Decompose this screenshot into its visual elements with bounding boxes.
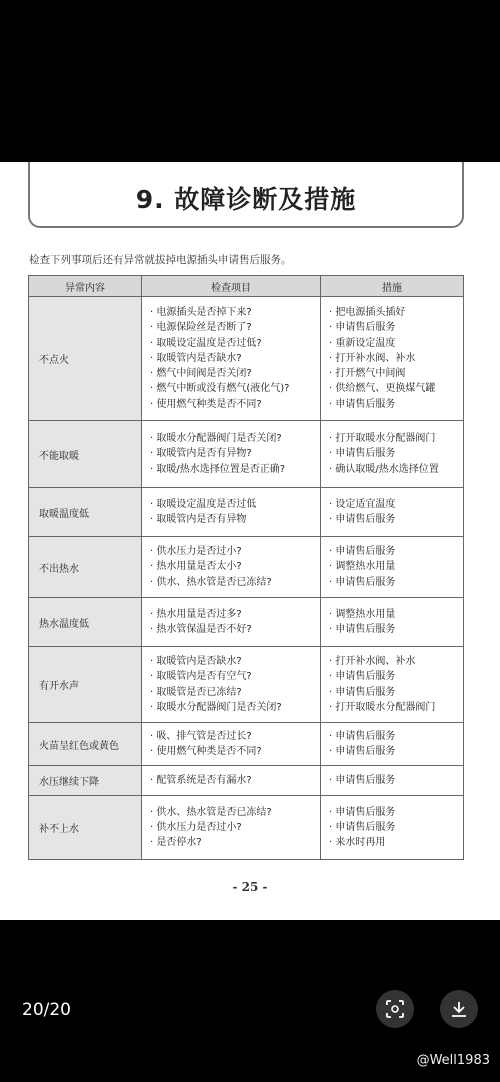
check-item: · 供水压力是否过小? xyxy=(150,820,314,835)
check-item: · 取暖水分配器阀门是否关闭? xyxy=(150,700,314,715)
measure-cell xyxy=(321,647,464,723)
check-cell xyxy=(142,421,321,488)
check-item: · 使用燃气种类是否不同? xyxy=(150,397,314,412)
abnormal-cell: 不出热水 xyxy=(29,537,142,598)
check-item: · 燃气中间阀是否关闭? xyxy=(150,366,314,381)
table-row xyxy=(29,488,464,537)
table-header-row xyxy=(29,276,464,297)
measure-cell xyxy=(321,598,464,647)
check-item: · 热水管保温是否不好? xyxy=(150,622,314,637)
diagnosis-table xyxy=(28,275,464,860)
scan-button[interactable] xyxy=(376,990,414,1028)
manual-page xyxy=(0,162,500,920)
measure-item: · 申请售后服务 xyxy=(329,544,457,559)
measure-item: · 申请售后服务 xyxy=(329,320,457,335)
measure-item: · 申请售后服务 xyxy=(329,685,457,700)
image-counter: 20/20 xyxy=(22,1000,71,1020)
check-cell xyxy=(142,488,321,537)
abnormal-cell: 不能取暖 xyxy=(29,421,142,488)
check-item: · 热水用量是否过多? xyxy=(150,607,314,622)
measure-item: · 申请售后服务 xyxy=(329,744,457,759)
measure-item: · 供给燃气、更换煤气罐 xyxy=(329,381,457,396)
measure-item: · 打开取暖水分配器阀门 xyxy=(329,700,457,715)
abnormal-cell: 不点火 xyxy=(29,297,142,421)
download-button[interactable] xyxy=(440,990,478,1028)
check-item: · 供水、热水管是否已冻结? xyxy=(150,805,314,820)
table-row xyxy=(29,537,464,598)
check-item: · 取暖管内是否缺水? xyxy=(150,654,314,669)
check-item: · 配管系统是否有漏水? xyxy=(150,773,314,788)
check-item: · 供水压力是否过小? xyxy=(150,544,314,559)
measure-item: · 申请售后服务 xyxy=(329,622,457,637)
check-item: · 电源保险丝是否断了? xyxy=(150,320,314,335)
download-icon xyxy=(449,999,469,1019)
check-cell xyxy=(142,598,321,647)
page-title: 9. 故障诊断及措施 xyxy=(135,185,357,214)
check-cell xyxy=(142,766,321,796)
abnormal-cell: 取暖温度低 xyxy=(29,488,142,537)
measure-item: · 申请售后服务 xyxy=(329,397,457,412)
table-row xyxy=(29,421,464,488)
measure-item: · 申请售后服务 xyxy=(329,729,457,744)
abnormal-cell: 水压继续下降 xyxy=(29,766,142,796)
measure-item: · 来水时再用 xyxy=(329,835,457,850)
measure-item: · 把电源插头插好 xyxy=(329,305,457,320)
table-row xyxy=(29,766,464,796)
measure-cell xyxy=(321,488,464,537)
abnormal-cell: 热水温度低 xyxy=(29,598,142,647)
table-row xyxy=(29,723,464,766)
check-item: · 电源插头是否掉下来? xyxy=(150,305,314,320)
measure-item: · 打开燃气中间阀 xyxy=(329,366,457,381)
table-row xyxy=(29,796,464,860)
check-item: · 取暖/热水选择位置是否正确? xyxy=(150,462,314,477)
measure-item: · 申请售后服务 xyxy=(329,669,457,684)
measure-item: · 申请售后服务 xyxy=(329,446,457,461)
table-row xyxy=(29,598,464,647)
check-item: · 取暖设定温度是否过低? xyxy=(150,336,314,351)
check-cell xyxy=(142,796,321,860)
measure-item: · 打开补水阀、补水 xyxy=(329,351,457,366)
check-item: · 取暖管内是否有异物? xyxy=(150,446,314,461)
watermark: @Well1983 xyxy=(416,1053,490,1068)
header-abnormal: 异常内容 xyxy=(29,276,142,297)
check-item: · 热水用量是否太小? xyxy=(150,559,314,574)
measure-item: · 重新设定温度 xyxy=(329,336,457,351)
measure-item: · 申请售后服务 xyxy=(329,820,457,835)
measure-item: · 确认取暖/热水选择位置 xyxy=(329,462,457,477)
check-item: · 取暖水分配器阀门是否关闭? xyxy=(150,431,314,446)
check-item: · 燃气中断或没有燃气(液化气)? xyxy=(150,381,314,396)
check-item: · 取暖管内是否有异物 xyxy=(150,512,314,527)
header-check: 检查项目 xyxy=(142,276,321,297)
measure-item: · 设定适宜温度 xyxy=(329,497,457,512)
measure-item: · 申请售后服务 xyxy=(329,512,457,527)
measure-item: · 调整热水用量 xyxy=(329,607,457,622)
abnormal-cell: 有开水声 xyxy=(29,647,142,723)
abnormal-cell: 补不上水 xyxy=(29,796,142,860)
measure-item: · 申请售后服务 xyxy=(329,575,457,590)
check-item: · 取暖管内是否缺水? xyxy=(150,351,314,366)
measure-cell xyxy=(321,297,464,421)
check-item: · 取暖设定温度是否过低 xyxy=(150,497,314,512)
table-row xyxy=(29,647,464,723)
measure-item: · 调整热水用量 xyxy=(329,559,457,574)
measure-cell xyxy=(321,796,464,860)
check-item: · 使用燃气种类是否不同? xyxy=(150,744,314,759)
header-measure: 措施 xyxy=(321,276,464,297)
measure-item: · 申请售后服务 xyxy=(329,773,457,788)
measure-cell xyxy=(321,766,464,796)
table-row xyxy=(29,297,464,421)
check-cell xyxy=(142,647,321,723)
check-cell xyxy=(142,537,321,598)
measure-item: · 打开补水阀、补水 xyxy=(329,654,457,669)
check-item: · 取暖管内是否有空气? xyxy=(150,669,314,684)
scan-icon xyxy=(385,999,405,1019)
intro-text: 检查下列事项后还有异常就拔掉电源插头申请售后服务。 xyxy=(29,254,292,266)
check-item: · 供水、热水管是否已冻结? xyxy=(150,575,314,590)
measure-cell xyxy=(321,421,464,488)
measure-cell xyxy=(321,723,464,766)
check-cell xyxy=(142,297,321,421)
check-item: · 取暖管是否已冻结? xyxy=(150,685,314,700)
check-item: · 是否停水? xyxy=(150,835,314,850)
check-item: · 吸、排气管是否过长? xyxy=(150,729,314,744)
title-box xyxy=(28,162,464,228)
measure-item: · 申请售后服务 xyxy=(329,805,457,820)
check-cell xyxy=(142,723,321,766)
measure-item: · 打开取暖水分配器阀门 xyxy=(329,431,457,446)
abnormal-cell: 火苗呈红色或黄色 xyxy=(29,723,142,766)
measure-cell xyxy=(321,537,464,598)
page-number: - 25 - xyxy=(232,880,268,894)
